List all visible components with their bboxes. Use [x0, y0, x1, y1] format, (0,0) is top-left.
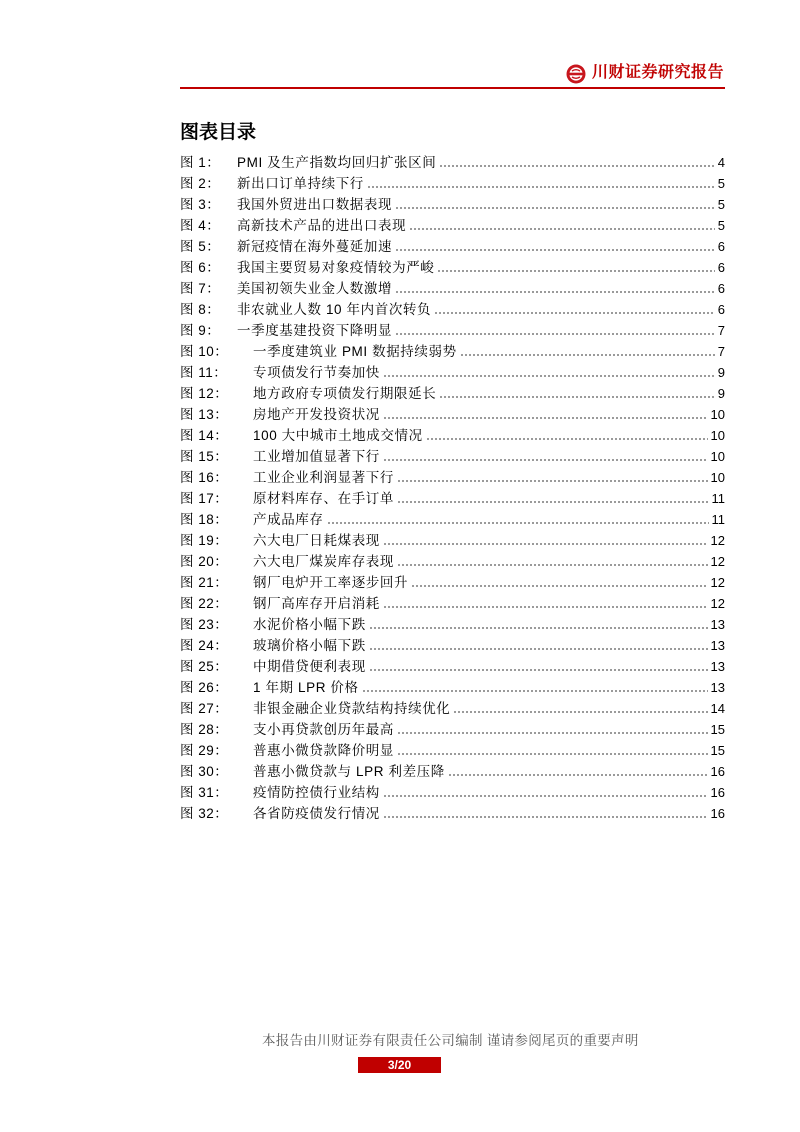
- toc-entry: [180, 719, 725, 740]
- toc-entry-label: 图 29：: [180, 743, 229, 758]
- dot-leader: [411, 585, 707, 587]
- dot-leader: [395, 249, 715, 251]
- dot-leader: [460, 354, 715, 356]
- toc-entry-page: 13: [710, 617, 725, 632]
- toc-entry-title: 钢厂电炉开工率逐步回升: [253, 575, 409, 590]
- toc-entry-title: 专项债发行节奏加快: [253, 365, 380, 380]
- toc-entry-label: 图 10：: [180, 344, 229, 359]
- toc-entry-title: 玻璃价格小幅下跌: [253, 638, 366, 653]
- toc-entry-label: 图 19：: [180, 533, 229, 548]
- toc-entry-title: 1 年期 LPR 价格: [253, 680, 359, 695]
- toc-entry-title: 普惠小微贷款与 LPR 利差压降: [253, 764, 445, 779]
- dot-leader: [434, 312, 715, 314]
- toc-entry-page: 10: [710, 428, 725, 443]
- page-title: 图表目录: [180, 122, 257, 143]
- toc-entry: [180, 488, 725, 509]
- toc-entry-page: 12: [710, 554, 725, 569]
- toc-entry-page: 16: [710, 806, 725, 821]
- toc-entry-label: 图 5：: [180, 239, 221, 254]
- toc-entry-label: 图 30：: [180, 764, 229, 779]
- dot-leader: [369, 669, 708, 671]
- toc-entry-title: 六大电厂日耗煤表现: [253, 533, 380, 548]
- toc-entry-title: PMI 及生产指数均回归扩张区间: [237, 155, 437, 170]
- dot-leader: [395, 333, 715, 335]
- toc-entry-label: 图 14：: [180, 428, 229, 443]
- toc-entry-page: 14: [710, 701, 725, 716]
- toc-entry-label: 图 3：: [180, 197, 221, 212]
- toc-entry-page: 6: [717, 281, 725, 296]
- toc-entry: [180, 572, 725, 593]
- toc-entry: [180, 152, 725, 173]
- toc-entry: [180, 425, 725, 446]
- toc-entry: [180, 551, 725, 572]
- toc-entry-title: 我国主要贸易对象疫情较为严峻: [237, 260, 435, 275]
- toc-entry-title: 水泥价格小幅下跌: [253, 617, 366, 632]
- toc-entry-label: 图 2：: [180, 176, 221, 191]
- toc-entry-title: 原材料库存、在手订单: [253, 491, 394, 506]
- toc-entry-title: 工业增加值显著下行: [253, 449, 380, 464]
- toc-entry-page: 12: [710, 596, 725, 611]
- toc-entry-page: 4: [717, 155, 725, 170]
- toc-entry-title: 六大电厂煤炭库存表现: [253, 554, 394, 569]
- dot-leader: [395, 291, 715, 293]
- toc-entry-label: 图 6：: [180, 260, 221, 275]
- toc-entry-label: 图 7：: [180, 281, 221, 296]
- toc-entry: [180, 761, 725, 782]
- toc-entry-page: 10: [710, 470, 725, 485]
- toc-entry-title: 支小再贷款创历年最高: [253, 722, 394, 737]
- toc-entry: [180, 446, 725, 467]
- toc-entry: [180, 257, 725, 278]
- dot-leader: [383, 606, 708, 608]
- toc-entry-title: 我国外贸进出口数据表现: [237, 197, 393, 212]
- toc-entry-label: 图 24：: [180, 638, 229, 653]
- dot-leader: [397, 564, 708, 566]
- toc-entry-title: 100 大中城市土地成交情况: [253, 428, 423, 443]
- toc-entry: [180, 509, 725, 530]
- dot-leader: [397, 732, 708, 734]
- toc-entry: [180, 236, 725, 257]
- toc-entry-page: 6: [717, 239, 725, 254]
- toc-entry-page: 13: [710, 659, 725, 674]
- toc-entry-title: 疫情防控债行业结构: [253, 785, 380, 800]
- toc-entry-label: 图 8：: [180, 302, 221, 317]
- toc-entry-page: 11: [711, 512, 725, 527]
- toc-entry-page: 15: [710, 743, 725, 758]
- dot-leader: [395, 207, 715, 209]
- dot-leader: [453, 711, 707, 713]
- toc-entry-page: 13: [710, 638, 725, 653]
- toc-entry-label: 图 25：: [180, 659, 229, 674]
- toc-entry-label: 图 17：: [180, 491, 229, 506]
- toc-entry: [180, 656, 725, 677]
- toc-entry-title: 中期借贷便利表现: [253, 659, 366, 674]
- figure-toc-list: [180, 152, 725, 824]
- toc-entry-page: 16: [710, 785, 725, 800]
- toc-entry-label: 图 18：: [180, 512, 229, 527]
- toc-entry-title: 各省防疫债发行情况: [253, 806, 380, 821]
- toc-entry-title: 新冠疫情在海外蔓延加速: [237, 239, 393, 254]
- toc-entry-label: 图 23：: [180, 617, 229, 632]
- toc-entry-page: 11: [711, 491, 725, 506]
- toc-entry: [180, 404, 725, 425]
- toc-entry-title: 高新技术产品的进出口表现: [237, 218, 407, 233]
- toc-entry-label: 图 4：: [180, 218, 221, 233]
- toc-entry: [180, 215, 725, 236]
- chuancai-logo-icon: [566, 64, 586, 84]
- dot-leader: [383, 543, 708, 545]
- toc-entry-label: 图 20：: [180, 554, 229, 569]
- toc-entry-page: 15: [710, 722, 725, 737]
- dot-leader: [369, 648, 708, 650]
- toc-entry: [180, 278, 725, 299]
- toc-entry-page: 9: [717, 365, 725, 380]
- toc-entry-label: 图 22：: [180, 596, 229, 611]
- toc-entry: [180, 782, 725, 803]
- toc-entry: [180, 383, 725, 404]
- toc-entry-title: 非银金融企业贷款结构持续优化: [253, 701, 451, 716]
- toc-entry-page: 9: [717, 386, 725, 401]
- dot-leader: [327, 522, 709, 524]
- toc-entry-page: 5: [717, 197, 725, 212]
- toc-entry-label: 图 28：: [180, 722, 229, 737]
- toc-entry: [180, 593, 725, 614]
- toc-entry-title: 工业企业利润显著下行: [253, 470, 394, 485]
- footer-disclaimer: 本报告由川财证券有限责任公司编制 谨请参阅尾页的重要声明: [262, 1033, 639, 1048]
- toc-entry-title: 美国初领失业金人数激增: [237, 281, 393, 296]
- toc-entry-page: 5: [717, 218, 725, 233]
- toc-entry-label: 图 9：: [180, 323, 221, 338]
- toc-entry: [180, 530, 725, 551]
- toc-entry-label: 图 12：: [180, 386, 229, 401]
- toc-entry: [180, 320, 725, 341]
- toc-entry-label: 图 15：: [180, 449, 229, 464]
- dot-leader: [383, 816, 708, 818]
- toc-entry: [180, 341, 725, 362]
- toc-entry-page: 7: [717, 344, 725, 359]
- dot-leader: [383, 459, 708, 461]
- dot-leader: [409, 228, 715, 230]
- toc-entry-title: 非农就业人数 10 年内首次转负: [237, 302, 432, 317]
- toc-entry-page: 6: [717, 302, 725, 317]
- dot-leader: [369, 627, 708, 629]
- toc-entry-page: 16: [710, 764, 725, 779]
- toc-entry-title: 房地产开发投资状况: [253, 407, 380, 422]
- toc-entry: [180, 677, 725, 698]
- toc-entry-label: 图 26：: [180, 680, 229, 695]
- toc-entry: [180, 614, 725, 635]
- toc-entry: [180, 803, 725, 824]
- toc-entry-page: 6: [717, 260, 725, 275]
- dot-leader: [426, 438, 708, 440]
- toc-entry-title: 钢厂高库存开启消耗: [253, 596, 380, 611]
- toc-entry-label: 图 1：: [180, 155, 221, 170]
- toc-entry-page: 10: [710, 407, 725, 422]
- toc-entry: [180, 362, 725, 383]
- toc-entry-page: 12: [710, 575, 725, 590]
- toc-entry-label: 图 21：: [180, 575, 229, 590]
- dot-leader: [397, 753, 708, 755]
- toc-entry: [180, 698, 725, 719]
- toc-entry-page: 13: [710, 680, 725, 695]
- brand-title: 川财证券研究报告: [592, 64, 725, 81]
- toc-entry: [180, 740, 725, 761]
- toc-entry: [180, 299, 725, 320]
- toc-entry-title: 一季度基建投资下降明显: [237, 323, 393, 338]
- toc-entry-title: 普惠小微贷款降价明显: [253, 743, 394, 758]
- toc-entry-page: 7: [717, 323, 725, 338]
- dot-leader: [397, 501, 709, 503]
- dot-leader: [439, 165, 714, 167]
- toc-entry-label: 图 13：: [180, 407, 229, 422]
- toc-entry-title: 新出口订单持续下行: [237, 176, 364, 191]
- dot-leader: [448, 774, 708, 776]
- toc-entry-page: 5: [717, 176, 725, 191]
- dot-leader: [362, 690, 708, 692]
- toc-entry-page: 12: [710, 533, 725, 548]
- toc-entry-label: 图 16：: [180, 470, 229, 485]
- dot-leader: [397, 480, 708, 482]
- toc-entry-title: 产成品库存: [253, 512, 324, 527]
- dot-leader: [367, 186, 715, 188]
- toc-entry: [180, 194, 725, 215]
- dot-leader: [383, 417, 708, 419]
- header-divider: [180, 87, 725, 89]
- dot-leader: [383, 795, 708, 797]
- toc-entry: [180, 173, 725, 194]
- toc-entry-title: 一季度建筑业 PMI 数据持续弱势: [253, 344, 457, 359]
- toc-entry-title: 地方政府专项债发行期限延长: [253, 386, 437, 401]
- toc-entry-label: 图 11：: [180, 365, 228, 380]
- toc-entry: [180, 635, 725, 656]
- toc-entry-label: 图 27：: [180, 701, 229, 716]
- toc-entry: [180, 467, 725, 488]
- dot-leader: [437, 270, 714, 272]
- toc-entry-page: 10: [710, 449, 725, 464]
- dot-leader: [439, 396, 714, 398]
- toc-entry-label: 图 31：: [180, 785, 229, 800]
- dot-leader: [383, 375, 715, 377]
- page-number-badge: 3/20: [358, 1057, 441, 1073]
- toc-entry-label: 图 32：: [180, 806, 229, 821]
